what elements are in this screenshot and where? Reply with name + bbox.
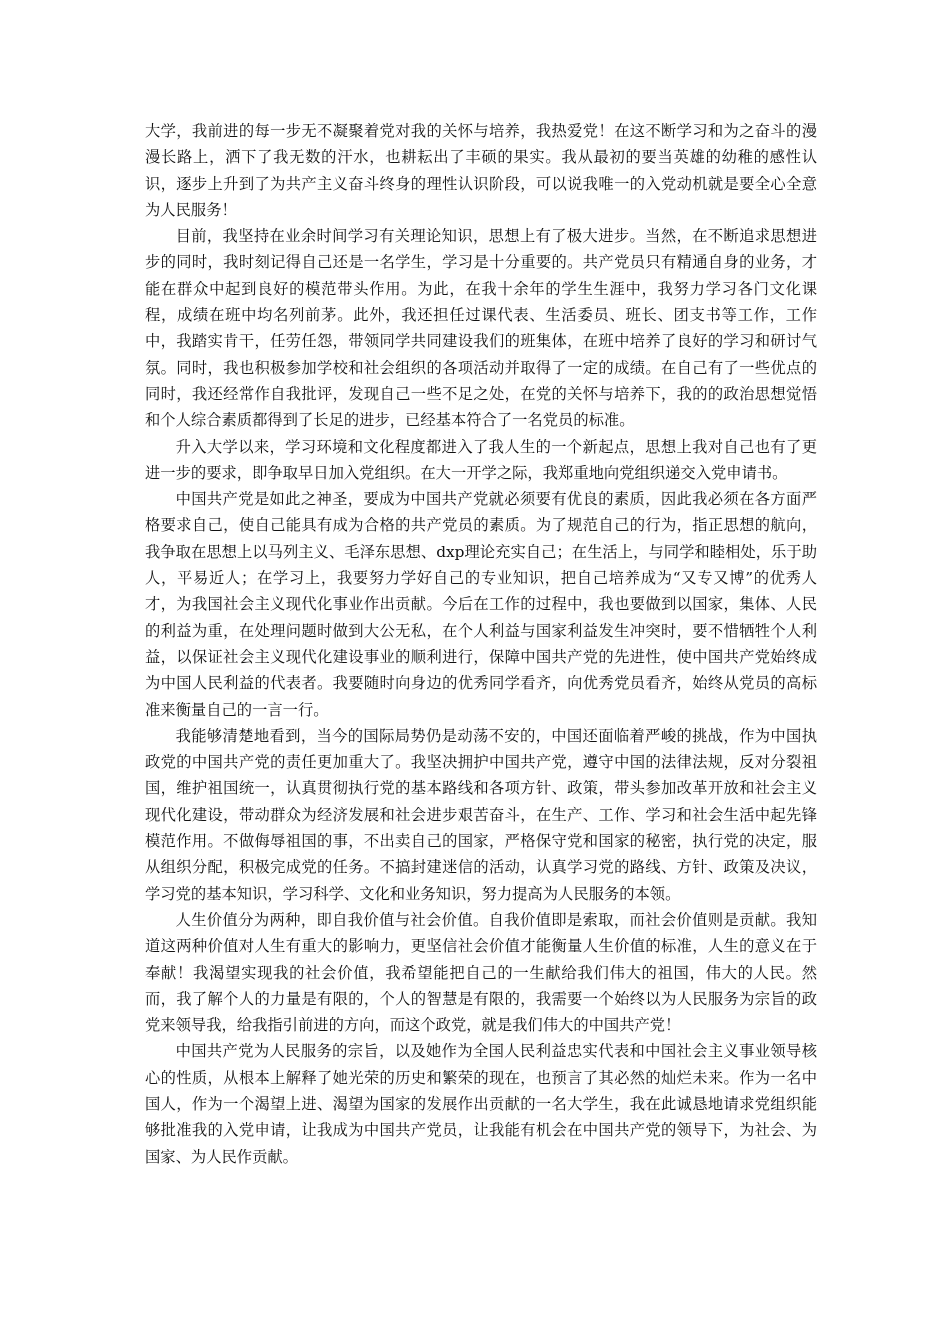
paragraph-2: 目前，我坚持在业余时间学习有关理论知识，思想上有了极大进步。当然，在不断追求思想进步的同时，我时刻记得自己还是一名学生，学习是十分重要的。共产党员只有精通自身的业务，才能在群众中起到良好的模范带头作用。为此，在我十余年的学生生涯中，我努力学习各门文化课程，成绩在班中均名列前茅。此外，我还担任过课代表、生活委员、班长、团支书等工作，工作中，我踏实肯干，任劳任怨，带领同学共同建设我们的班集体，在班中培养了良好的学习和研讨气氛。同时，我也积极参加学校和社会组织的各项活动并取得了一定的成绩。在自己有了一些优点的同时，我还经常作自我批评，发现自己一些不足之处，在党的关怀与培养下，我的的政治思想觉悟和个人综合素质都得到了长足的进步，已经基本符合了一名党员的标准。 bbox=[145, 227, 817, 430]
paragraph-1: 大学，我前进的每一步无不凝聚着党对我的关怀与培养，我热爱党！在这不断学习和为之奋斗的漫漫长路上，洒下了我无数的汗水，也耕耘出了丰硕的果实。我从最初的要当英雄的幼稚的感性认识，逐步上升到了为共产主义奋斗终身的理性认识阶段，可以说我唯一的入党动机就是要全心全意为人民服务！ bbox=[145, 122, 817, 219]
paragraph-7: 中国共产党为人民服务的宗旨，以及她作为全国人民利益忠实代表和中国社会主义事业领导核心的性质，从根本上解释了她光荣的历史和繁荣的现在，也预言了其必然的灿烂未来。作为一名中国人，作为一个渴望上进、渴望为国家的发展作出贡献的一名大学生，我在此诚恳地请求党组织能够批准我的入党申请，让我成为中国共产党员，让我能有机会在中国共产党的领导下，为社会、为国家、为人民作贡献。 bbox=[145, 1042, 817, 1166]
paragraph-5: 我能够清楚地看到，当今的国际局势仍是动荡不安的，中国还面临着严峻的挑战，作为中国执政党的中国共产党的责任更加重大了。我坚决拥护中国共产党，遵守中国的法律法规，反对分裂祖国，维护祖国统一，认真贯彻执行党的基本路线和各项方针、政策，带头参加改革开放和社会主义现代化建设，带动群众为经济发展和社会进步艰苦奋斗，在生产、工作、学习和社会生活中起先锋模范作用。不做侮辱祖国的事，不出卖自己的国家，严格保守党和国家的秘密，执行党的决定，服从组织分配，积极完成党的任务。不搞封建迷信的活动，认真学习党的路线、方针、政策及决议，学习党的基本知识，学习科学、文化和业务知识，努力提高为人民服务的本领。 bbox=[145, 726, 817, 903]
paragraph-3: 升入大学以来，学习环境和文化程度都进入了我人生的一个新起点，思想上我对自己也有了更进一步的要求，即争取早日加入党组织。在大一开学之际，我郑重地向党组织递交入党申请书。 bbox=[145, 437, 817, 482]
document-body bbox=[145, 118, 817, 1170]
paragraph-6: 人生价值分为两种，即自我价值与社会价值。自我价值即是索取，而社会价值则是贡献。我知道这两种价值对人生有重大的影响力，更坚信社会价值才能衡量人生价值的标准，人生的意义在于奉献！我渴望实现我的社会价值，我希望能把自己的一生献给我们伟大的祖国，伟大的人民。然而，我了解个人的力量是有限的，个人的智慧是有限的，我需要一个始终以为人民服务为宗旨的政党来领导我，给我指引前进的方向，而这个政党，就是我们伟大的中国共产党！ bbox=[145, 910, 817, 1035]
paragraph-4: 中国共产党是如此之神圣，要成为中国共产党就必须要有优良的素质，因此我必须在各方面严格要求自己，使自己能具有成为合格的共产党员的素质。为了规范自己的行为，指正思想的航向，我争取在思想上以马列主义、毛泽东思想、dxp理论充实自己；在生活上，与同学和睦相处，乐于助人，平易近人；在学习上，我要努力学好自己的专业知识，把自己培养成为“又专又博”的优秀人才，为我国社会主义现代化事业作出贡献。今后在工作的过程中，我也要做到以国家，集体、人民的利益为重，在处理问题时做到大公无私，在个人利益与国家利益发生冲突时，要不惜牺牲个人利益，以保证社会主义现代化建设事业的顺利进行，保障中国共产党的先进性，使中国共产党始终成为中国人民利益的代表者。我要随时向身边的优秀同学看齐，向优秀党员看齐，始终从党员的高标准来衡量自己的一言一行。 bbox=[145, 490, 817, 719]
